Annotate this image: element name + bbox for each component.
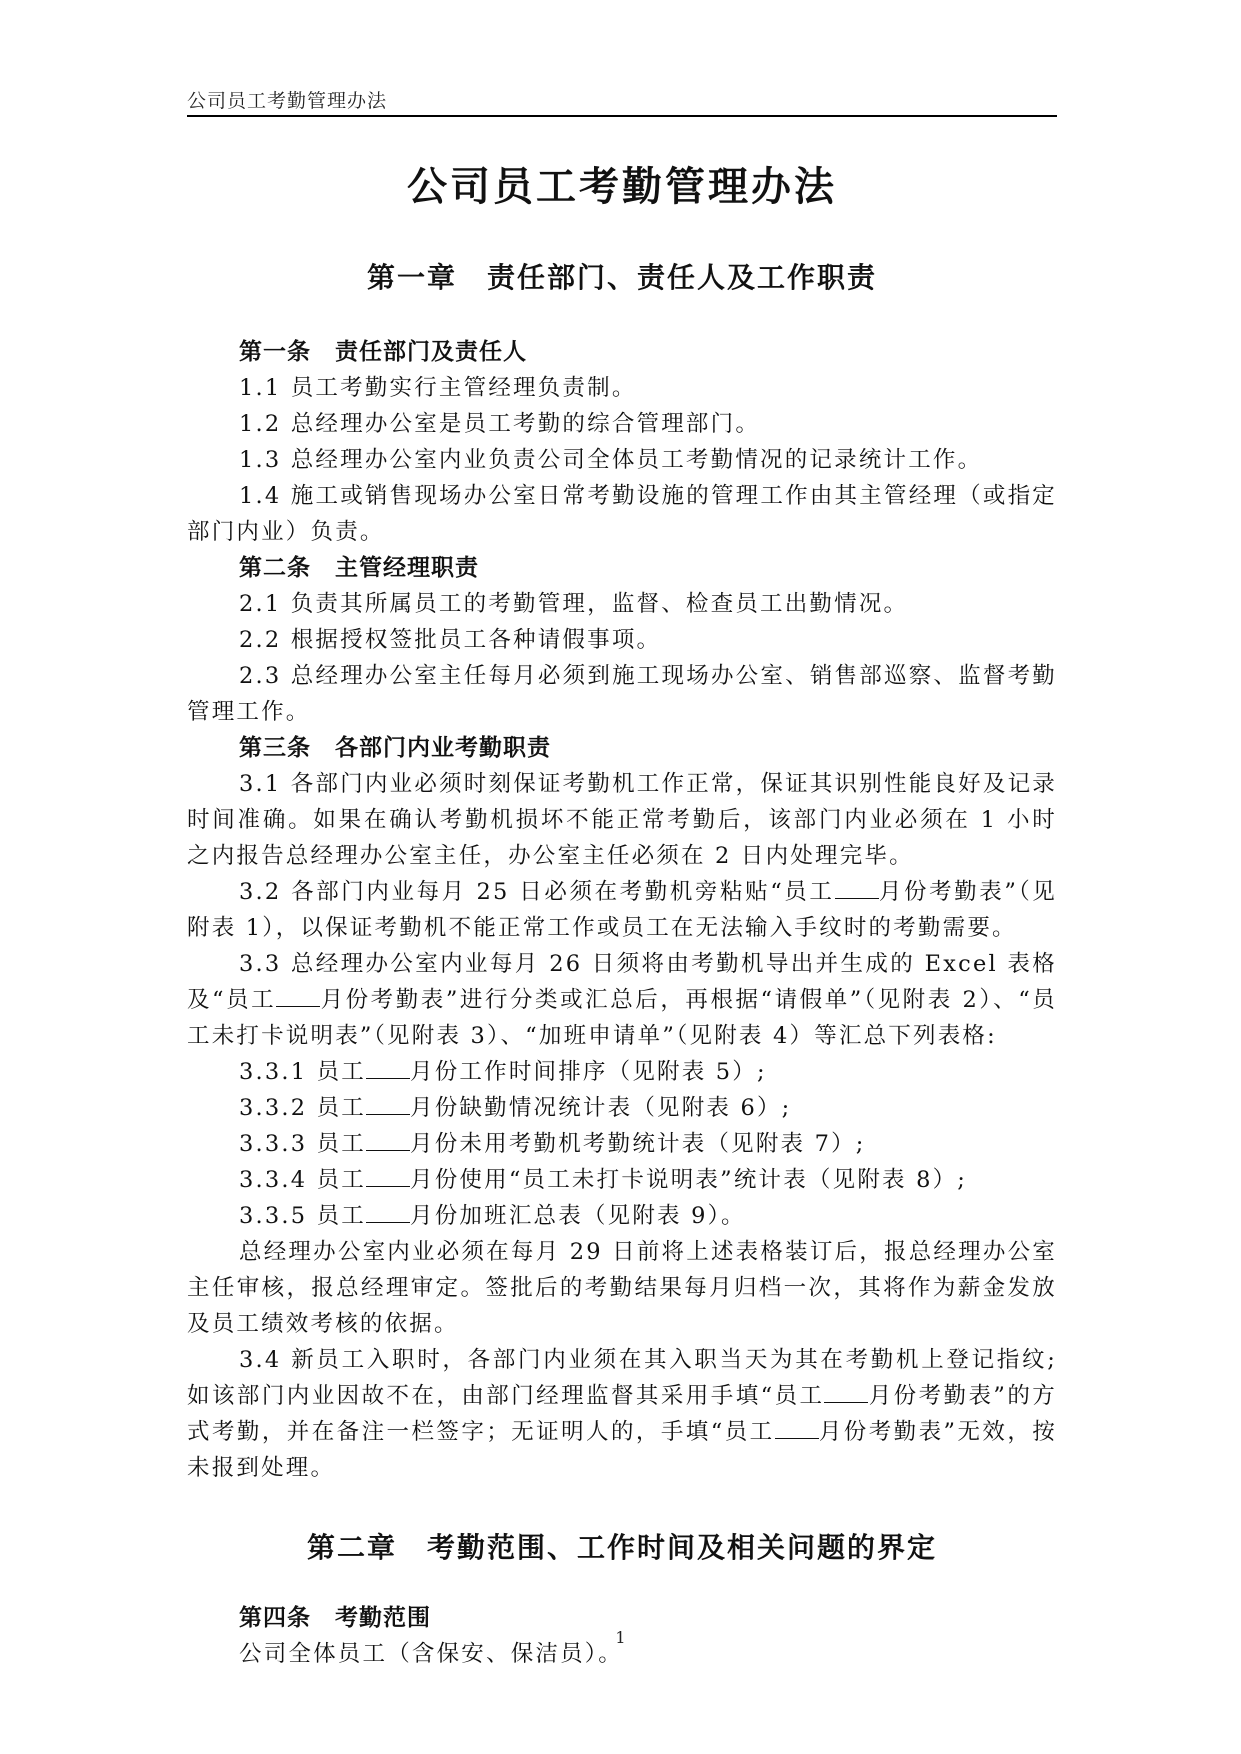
list-item-3-3-1: [187, 1054, 1057, 1090]
paragraph-3-2: [187, 874, 1057, 946]
list-item-3-3-4: [187, 1162, 1057, 1198]
fill-in-blank: [366, 1204, 410, 1223]
paragraph-3-3-text-b: 月份考勤表”进行分类或汇总后，再根据“请假单”（见附表 2）、“员工未打卡说明表”（见附表 3）、“加班申请单”（见附表 4）等汇总下列表格:: [187, 987, 1057, 1049]
paragraph-1-3: 1.3 总经理办公室内业负责公司全体员工考勤情况的记录统计工作。: [239, 447, 983, 473]
paragraph-3-4-text-c: 月份考勤表”无效，按未报到处理。: [187, 1419, 1057, 1481]
header-rule: [187, 115, 1057, 117]
paragraph-3-4-text-a: 3.4 新员工入职时，各部门内业须在其入职当天为其在考勤机上登记指纹;如该部门内业因故不在，由部门经理监督其采用手填“员工: [187, 1347, 1057, 1409]
list-item-text-b: 月份加班汇总表（见附表 9）。: [410, 1203, 746, 1229]
paragraph-1-4: 1.4 施工或销售现场办公室日常考勤设施的管理工作由其主管经理（或指定部门内业）负责。: [187, 483, 1057, 545]
chapter-1-title: 第一章 责任部门、责任人及工作职责: [366, 261, 877, 294]
article-2-heading: 第二条 主管经理职责: [239, 554, 479, 581]
paragraph-3-2-text-b: 月份考勤表”（见附表 1），以保证考勤机不能正常工作或员工在无法输入手纹时的考勤需要。: [187, 879, 1057, 941]
list-item-text-a: 3.3.1 员工: [239, 1059, 367, 1085]
paragraph-3-3: [187, 946, 1057, 1054]
fill-in-blank: [366, 1060, 410, 1079]
fill-in-blank: [366, 1096, 410, 1115]
document-body: [187, 150, 1057, 1672]
article-4-heading: 第四条 考勤范围: [239, 1604, 431, 1631]
list-item-text-b: 月份缺勤情况统计表（见附表 6）;: [410, 1095, 792, 1121]
fill-in-blank: [835, 880, 879, 899]
list-item-text-a: 3.3.5 员工: [239, 1203, 367, 1229]
article-1-heading: 第一条 责任部门及责任人: [239, 338, 527, 365]
paragraph-3-3-summary: 总经理办公室内业必须在每月 29 日前将上述表格装订后，报总经理办公室主任审核，报总经理审定。签批后的考勤结果每月归档一次，其将作为薪金发放及员工绩效考核的依据。: [187, 1239, 1057, 1337]
paragraph-2-3: 2.3 总经理办公室主任每月必须到施工现场办公室、销售部巡察、监督考勤管理工作。: [187, 663, 1057, 725]
fill-in-blank: [824, 1384, 868, 1403]
fill-in-blank: [366, 1168, 410, 1187]
fill-in-blank: [366, 1132, 410, 1151]
page-number: 1: [615, 1628, 626, 1647]
chapter-2-title: 第二章 考勤范围、工作时间及相关问题的界定: [306, 1531, 937, 1564]
fill-in-blank: [775, 1420, 819, 1439]
list-item-text-b: 月份使用“员工未打卡说明表”统计表（见附表 8）;: [410, 1167, 968, 1193]
paragraph-1-2: 1.2 总经理办公室是员工考勤的综合管理部门。: [239, 411, 761, 437]
list-item-text-a: 3.3.2 员工: [239, 1095, 367, 1121]
list-item-3-3-2: [187, 1090, 1057, 1126]
paragraph-2-1: 2.1 负责其所属员工的考勤管理，监督、检查员工出勤情况。: [239, 591, 909, 617]
paragraph-3-1: 3.1 各部门内业必须时刻保证考勤机工作正常，保证其识别性能良好及记录时间准确。如果在确认考勤机损坏不能正常考勤后，该部门内业必须在 1 小时之内报告总经理办公室主任，办公室主任必须在 2 日内处理完毕。: [187, 771, 1057, 869]
paragraph-3-4: [187, 1342, 1057, 1486]
list-item-3-3-3: [187, 1126, 1057, 1162]
list-item-text-a: 3.3.3 员工: [239, 1131, 367, 1157]
paragraph-3-4-text-b: 月份考勤表”的方式考勤，并在备注一栏签字；无证明人的，手填“员工: [187, 1383, 1057, 1445]
paragraph-3-3-text-a: 3.3 总经理办公室内业每月 26 日须将由考勤机导出并生成的 Excel 表格及“员工: [187, 951, 1057, 1013]
fill-in-blank: [276, 988, 320, 1007]
paragraph-2-2: 2.2 根据授权签批员工各种请假事项。: [239, 627, 662, 653]
list-item-text-b: 月份未用考勤机考勤统计表（见附表 7）;: [410, 1131, 866, 1157]
list-item-text-a: 3.3.4 员工: [239, 1167, 367, 1193]
paragraph-1-1: 1.1 员工考勤实行主管经理负责制。: [239, 375, 637, 401]
article-3-heading: 第三条 各部门内业考勤职责: [239, 734, 551, 761]
list-item-text-b: 月份工作时间排序（见附表 5）;: [410, 1059, 767, 1085]
running-header: 公司员工考勤管理办法: [187, 90, 388, 112]
list-item-3-3-5: [187, 1198, 1057, 1234]
document-title: 公司员工考勤管理办法: [407, 163, 837, 210]
paragraph-4-1: 公司全体员工（含保安、保洁员）。: [239, 1641, 623, 1667]
paragraph-3-2-text-a: 3.2 各部门内业每月 25 日必须在考勤机旁粘贴“员工: [239, 879, 835, 905]
